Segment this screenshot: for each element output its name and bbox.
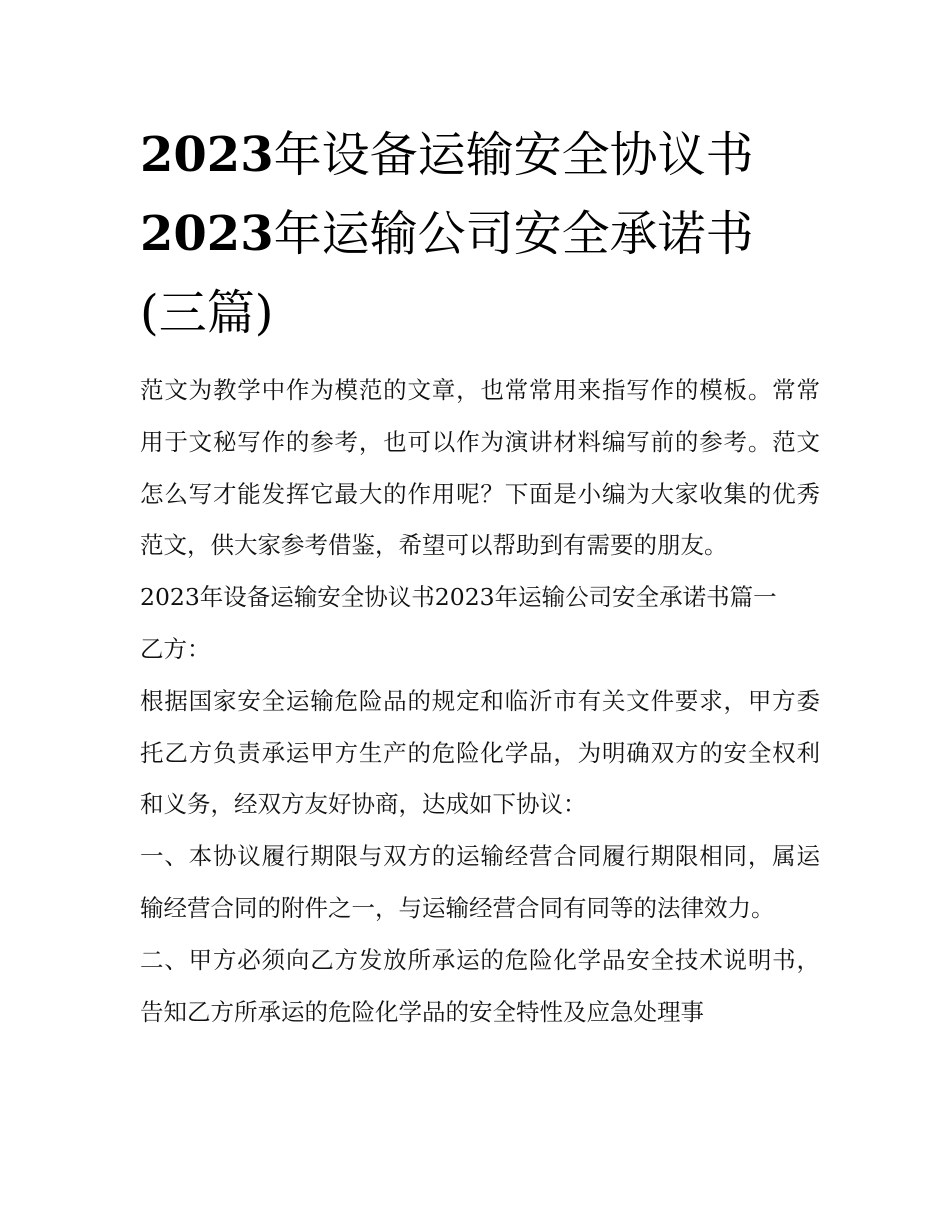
title-line-2-text: 年运输公司安全承诺书 bbox=[273, 206, 754, 262]
title-line-3 bbox=[140, 274, 820, 353]
paragraph-section-heading: 2023年设备运输安全协议书2023年运输公司安全承诺书篇一 bbox=[140, 583, 777, 612]
title-line-1 bbox=[140, 116, 820, 195]
title-line-2 bbox=[140, 195, 820, 274]
paragraph-intro: 范文为教学中作为模范的文章，也常常用来指写作的模板。常常用于文秘写作的参考，也可以作为演讲材料编写前的参考。范文怎么写才能发挥它最大的作用呢？下面是小编为大家收集的优秀范文，供大家参考借鉴，希望可以帮助到有需要的朋友。 bbox=[140, 376, 820, 560]
title-line-1-year: 2023 bbox=[140, 127, 274, 183]
title-line-1-text: 年设备运输安全协议书 bbox=[273, 127, 754, 183]
paragraph-preamble: 根据国家安全运输危险品的规定和临沂市有关文件要求，甲方委托乙方负责承运甲方生产的危险化学品，为明确双方的安全权利和义务，经双方友好协商，达成如下协议： bbox=[140, 686, 820, 819]
document-body bbox=[140, 116, 820, 1038]
paragraph-party-b: 乙方： bbox=[140, 634, 211, 663]
paragraph-clause-1: 一、本协议履行期限与双方的运输经营合同履行期限相同，属运输经营合同的附件之一，与运输经营合同有同等的法律效力。 bbox=[140, 842, 820, 922]
paragraph-clause-2: 二、甲方必须向乙方发放所承运的危险化学品安全技术说明书，告知乙方所承运的危险化学品的安全特性及应急处理事 bbox=[140, 945, 820, 1026]
title-line-2-year: 2023 bbox=[140, 206, 274, 262]
title-line-3-text: (三篇) bbox=[140, 285, 274, 341]
document-title bbox=[140, 116, 820, 353]
